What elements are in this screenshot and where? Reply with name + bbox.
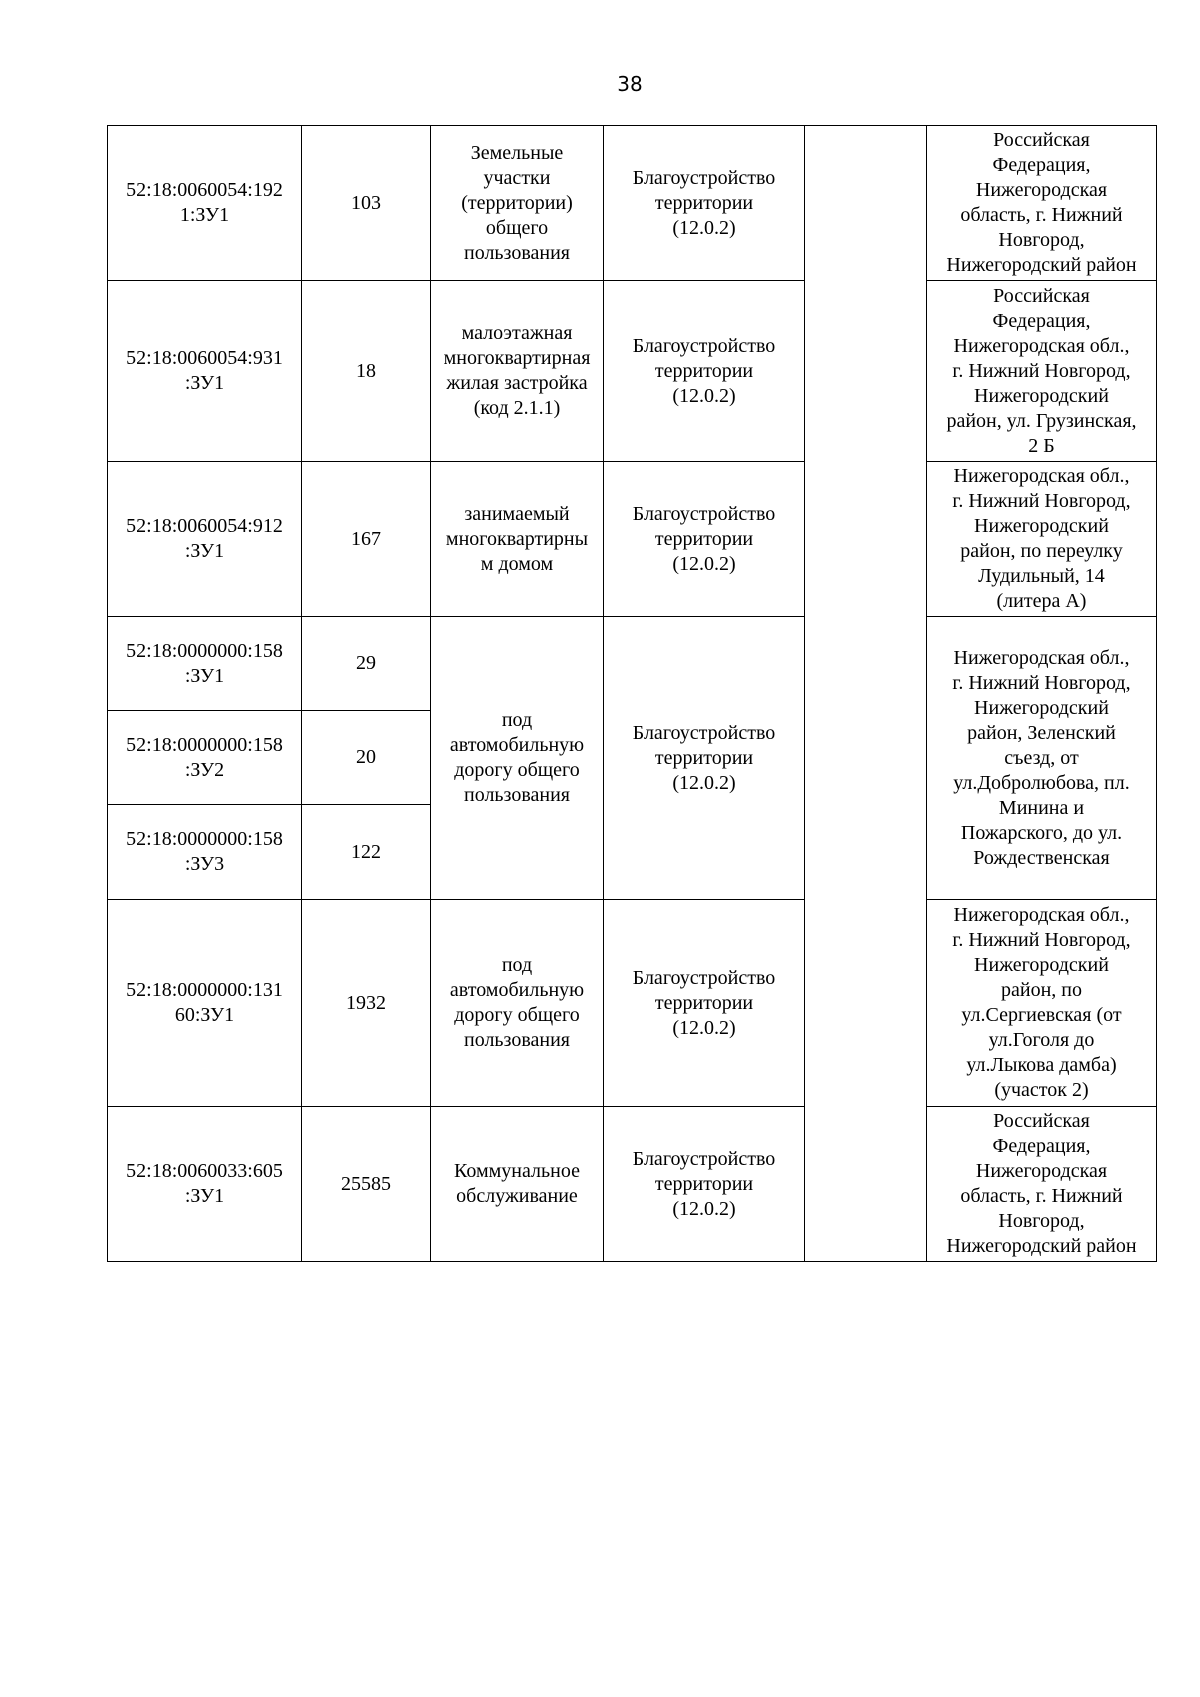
purpose-text: Благоустройство территории (12.0.2): [632, 166, 776, 239]
purpose-cell: [604, 900, 805, 1107]
cadastral-number: 52:18:0000000:131 60:ЗУ1: [126, 979, 283, 1026]
page-number: 38: [617, 72, 643, 96]
table-row: [108, 281, 1157, 462]
area-cell: [302, 711, 431, 805]
area-value: 167: [351, 527, 381, 550]
area-value: 122: [351, 840, 381, 863]
purpose-text: Благоустройство территории (12.0.2): [632, 966, 776, 1039]
land-use-text: Земельные участки (территории) общего пользования: [461, 141, 573, 264]
purpose-text: Благоустройство территории (12.0.2): [632, 1147, 776, 1220]
land-use-text: занимаемый многоквартирны м домом: [445, 502, 589, 575]
area-value: 25585: [341, 1172, 391, 1195]
cadastral-number: 52:18:0060054:931 :ЗУ1: [126, 347, 283, 394]
land-use-cell: [431, 900, 604, 1107]
purpose-cell: [604, 1107, 805, 1262]
address-cell: [927, 126, 1157, 281]
land-use-text: под автомобильную дорогу общего пользования: [449, 954, 585, 1051]
area-cell: [302, 1107, 431, 1262]
area-cell: [302, 281, 431, 462]
cadastral-number: 52:18:0060054:192 1:ЗУ1: [126, 179, 283, 226]
address-text: Российская Федерация, Нижегородская область, г. Нижний Новгород, Нижегородский район: [946, 1110, 1137, 1257]
address-cell: [927, 1107, 1157, 1262]
area-cell: [302, 462, 431, 617]
area-cell: [302, 805, 431, 900]
area-cell: [302, 617, 431, 711]
empty-column-cell: [805, 126, 927, 1262]
purpose-text: Благоустройство территории (12.0.2): [632, 721, 776, 794]
land-use-text: малоэтажная многоквартирная жилая застройка (код 2.1.1): [443, 322, 591, 419]
cadastral-number-cell: [108, 1107, 302, 1262]
cadastral-number-cell: [108, 805, 302, 900]
area-value: 29: [356, 652, 376, 674]
cadastral-number: 52:18:0000000:158 :ЗУ3: [126, 828, 283, 875]
table-row: [108, 462, 1157, 617]
cadastral-number-cell: [108, 126, 302, 281]
area-cell: [302, 900, 431, 1107]
cadastral-number-cell: [108, 617, 302, 711]
address-text: Нижегородская обл., г. Нижний Новгород, Нижегородский район, по переулку Лудильный, 14 (литера А): [952, 465, 1131, 612]
cadastral-number-cell: [108, 900, 302, 1107]
purpose-cell: [604, 126, 805, 281]
purpose-cell: [604, 617, 805, 900]
land-use-text: под автомобильную дорогу общего пользования: [449, 709, 585, 806]
area-value: 18: [356, 359, 376, 382]
purpose-text: Благоустройство территории (12.0.2): [632, 334, 776, 407]
land-use-cell: [431, 1107, 604, 1262]
land-use-text: Коммунальное обслуживание: [454, 1160, 580, 1207]
land-use-cell: [431, 617, 604, 900]
cadastral-number-cell: [108, 711, 302, 805]
address-cell: [927, 617, 1157, 900]
cadastral-number: 52:18:0060033:605 :ЗУ1: [126, 1160, 283, 1207]
land-use-cell: [431, 281, 604, 462]
address-text: Нижегородская обл., г. Нижний Новгород, Нижегородский район, Зеленский съезд, от ул.Добролюбова, пл. Минина и Пожарского, до ул. Рождественская: [952, 646, 1131, 869]
address-cell: [927, 281, 1157, 462]
address-text: Нижегородская обл., г. Нижний Новгород, Нижегородский район, по ул.Сергиевская (от ул.Гоголя до ул.Лыкова дамба) (участок 2): [952, 904, 1131, 1101]
table-row: [108, 617, 1157, 711]
purpose-cell: [604, 281, 805, 462]
area-value: 20: [356, 746, 376, 768]
address-cell: [927, 900, 1157, 1107]
address-text: Российская Федерация, Нижегородская обл., г. Нижний Новгород, Нижегородский район, ул. Грузинская, 2 Б: [946, 284, 1137, 457]
cadastral-number-cell: [108, 462, 302, 617]
purpose-text: Благоустройство территории (12.0.2): [632, 502, 776, 575]
cadastral-number: 52:18:0060054:912 :ЗУ1: [126, 515, 283, 562]
address-text: Российская Федерация, Нижегородская область, г. Нижний Новгород, Нижегородский район: [946, 129, 1137, 276]
cadastral-number-cell: [108, 281, 302, 462]
land-plots-table: [107, 125, 1157, 1262]
cadastral-number: 52:18:0000000:158 :ЗУ1: [126, 639, 283, 687]
purpose-cell: [604, 462, 805, 617]
area-value: 1932: [346, 991, 386, 1014]
area-value: 103: [351, 191, 381, 214]
table-row: [108, 1107, 1157, 1262]
cadastral-number: 52:18:0000000:158 :ЗУ2: [126, 733, 283, 781]
table-row: [108, 900, 1157, 1107]
address-cell: [927, 462, 1157, 617]
table-row: [108, 126, 1157, 281]
area-cell: [302, 126, 431, 281]
land-use-cell: [431, 462, 604, 617]
land-use-cell: [431, 126, 604, 281]
